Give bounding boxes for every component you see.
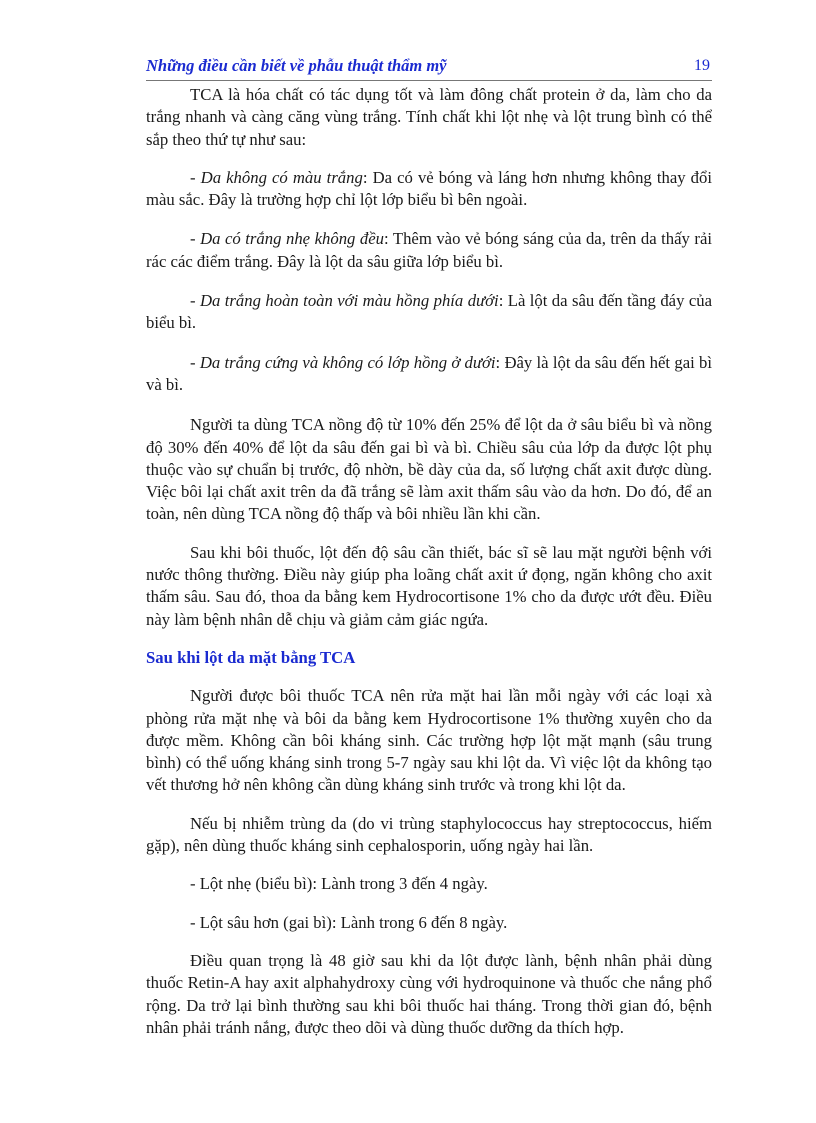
paragraph-intro: TCA là hóa chất có tác dụng tốt và làm đông chất protein ở da, làm cho da trắng nhanh và càng căng vùng trắng. Tính chất khi lột nhẹ và lột trung bình có thể sắp theo thứ tự như sau: xyxy=(146,85,712,149)
page-content xyxy=(146,84,712,1055)
section-heading: Sau khi lột da mặt bằng TCA xyxy=(146,647,356,667)
peel-level-1-desc: : Da có vẻ bóng và láng hơn nhưng không thay đổi màu sắc. Đây là trường hợp chỉ lột lớp biểu bì bên ngoài. xyxy=(146,167,712,210)
page-number: 19 xyxy=(694,57,710,74)
peel-level-4-desc: : Đây là lột da sâu đến hết gai bì và bì. xyxy=(146,352,712,394)
paragraph-aftercare: Người được bôi thuốc TCA nên rửa mặt hai lần mỗi ngày với các loại xà phòng rửa mặt nhẹ và bôi da bằng kem Hydrocortisone 1% thường xuyên cho da được mềm. Không cần bôi kháng sinh. Các trường hợp lột mặt mạnh (sâu trung bình) có thể uống kháng sinh trong 5-7 ngày sau khi lột da. Vì việc lột da không tạo vết thương hở nên không cần dùng kháng sinh trước và trong khi lột da. xyxy=(146,686,712,795)
paragraph-infection: Nếu bị nhiễm trùng da (do vi trùng staphylococcus hay streptococcus, hiếm gặp), nên dùng thuốc kháng sinh cephalosporin, uống ngày hai lần. xyxy=(146,813,712,856)
peel-level-3 xyxy=(146,290,712,335)
running-header xyxy=(146,56,712,81)
peel-level-2 xyxy=(146,228,712,273)
peel-level-2-desc: : Thêm vào vẻ bóng sáng của da, trên da thấy rải rác các điểm trắng. Đây là lột da sâu giữa lớp biểu bì. xyxy=(146,229,712,271)
paragraph-followup: Điều quan trọng là 48 giờ sau khi da lột được lành, bệnh nhân phải dùng thuốc Retin-A hay axit alphahydroxy cùng với hydroquinone và thuốc che nắng phổ rộng. Da trở lại bình thường sau khi bôi thuốc hai tháng. Trong thời gian đó, bệnh nhân phải tránh nắng, được theo dõi và dùng thuốc dưỡng da thích hợp. xyxy=(146,950,712,1037)
peel-level-4 xyxy=(146,352,712,397)
header-title: Những điều cần biết về phẫu thuật thẩm mỹ xyxy=(146,56,447,75)
healing-deep-peel: - Lột sâu hơn (gai bì): Lành trong 6 đến 8 ngày. xyxy=(190,912,508,932)
paragraph-after-application: Sau khi bôi thuốc, lột đến độ sâu cần thiết, bác sĩ sẽ lau mặt người bệnh với nước thông thường. Điều này giúp pha loãng chất axit ứ đọng, ngăn không cho axit thấm sâu. Sau đó, thoa da bằng kem Hydrocortisone 1% cho da được ướt đều. Điều này làm bệnh nhân dễ chịu và giảm cảm giác ngứa. xyxy=(146,542,712,629)
peel-level-2-term: - Da có trắng nhẹ không đều xyxy=(190,229,385,249)
peel-level-1 xyxy=(146,167,712,212)
peel-level-3-desc: : Là lột da sâu đến tầng đáy của biểu bì. xyxy=(146,291,712,333)
peel-level-1-term: - Da không có màu trắng xyxy=(190,167,363,187)
paragraph-concentration: Người ta dùng TCA nồng độ từ 10% đến 25% để lột da ở sâu biểu bì và nồng độ 30% đến 40% để lột da sâu đến gai bì và bì. Chiều sâu của lớp da được lột phụ thuộc vào sự chuẩn bị trước, độ nhờn, bề dày của da, số lượng chất axit được dùng. Việc bôi lại chất axit trên da đã trắng sẽ làm axit thấm sâu vào da hơn. Do đó, để an toàn, nên dùng TCA nồng độ thấp và bôi nhiều lần khi cần. xyxy=(146,415,712,524)
healing-light-peel: - Lột nhẹ (biểu bì): Lành trong 3 đến 4 ngày. xyxy=(190,874,488,894)
peel-level-3-term: - Da trắng hoàn toàn với màu hồng phía dưới xyxy=(190,291,499,311)
peel-level-4-term: - Da trắng cứng và không có lớp hồng ở dưới xyxy=(190,352,496,372)
